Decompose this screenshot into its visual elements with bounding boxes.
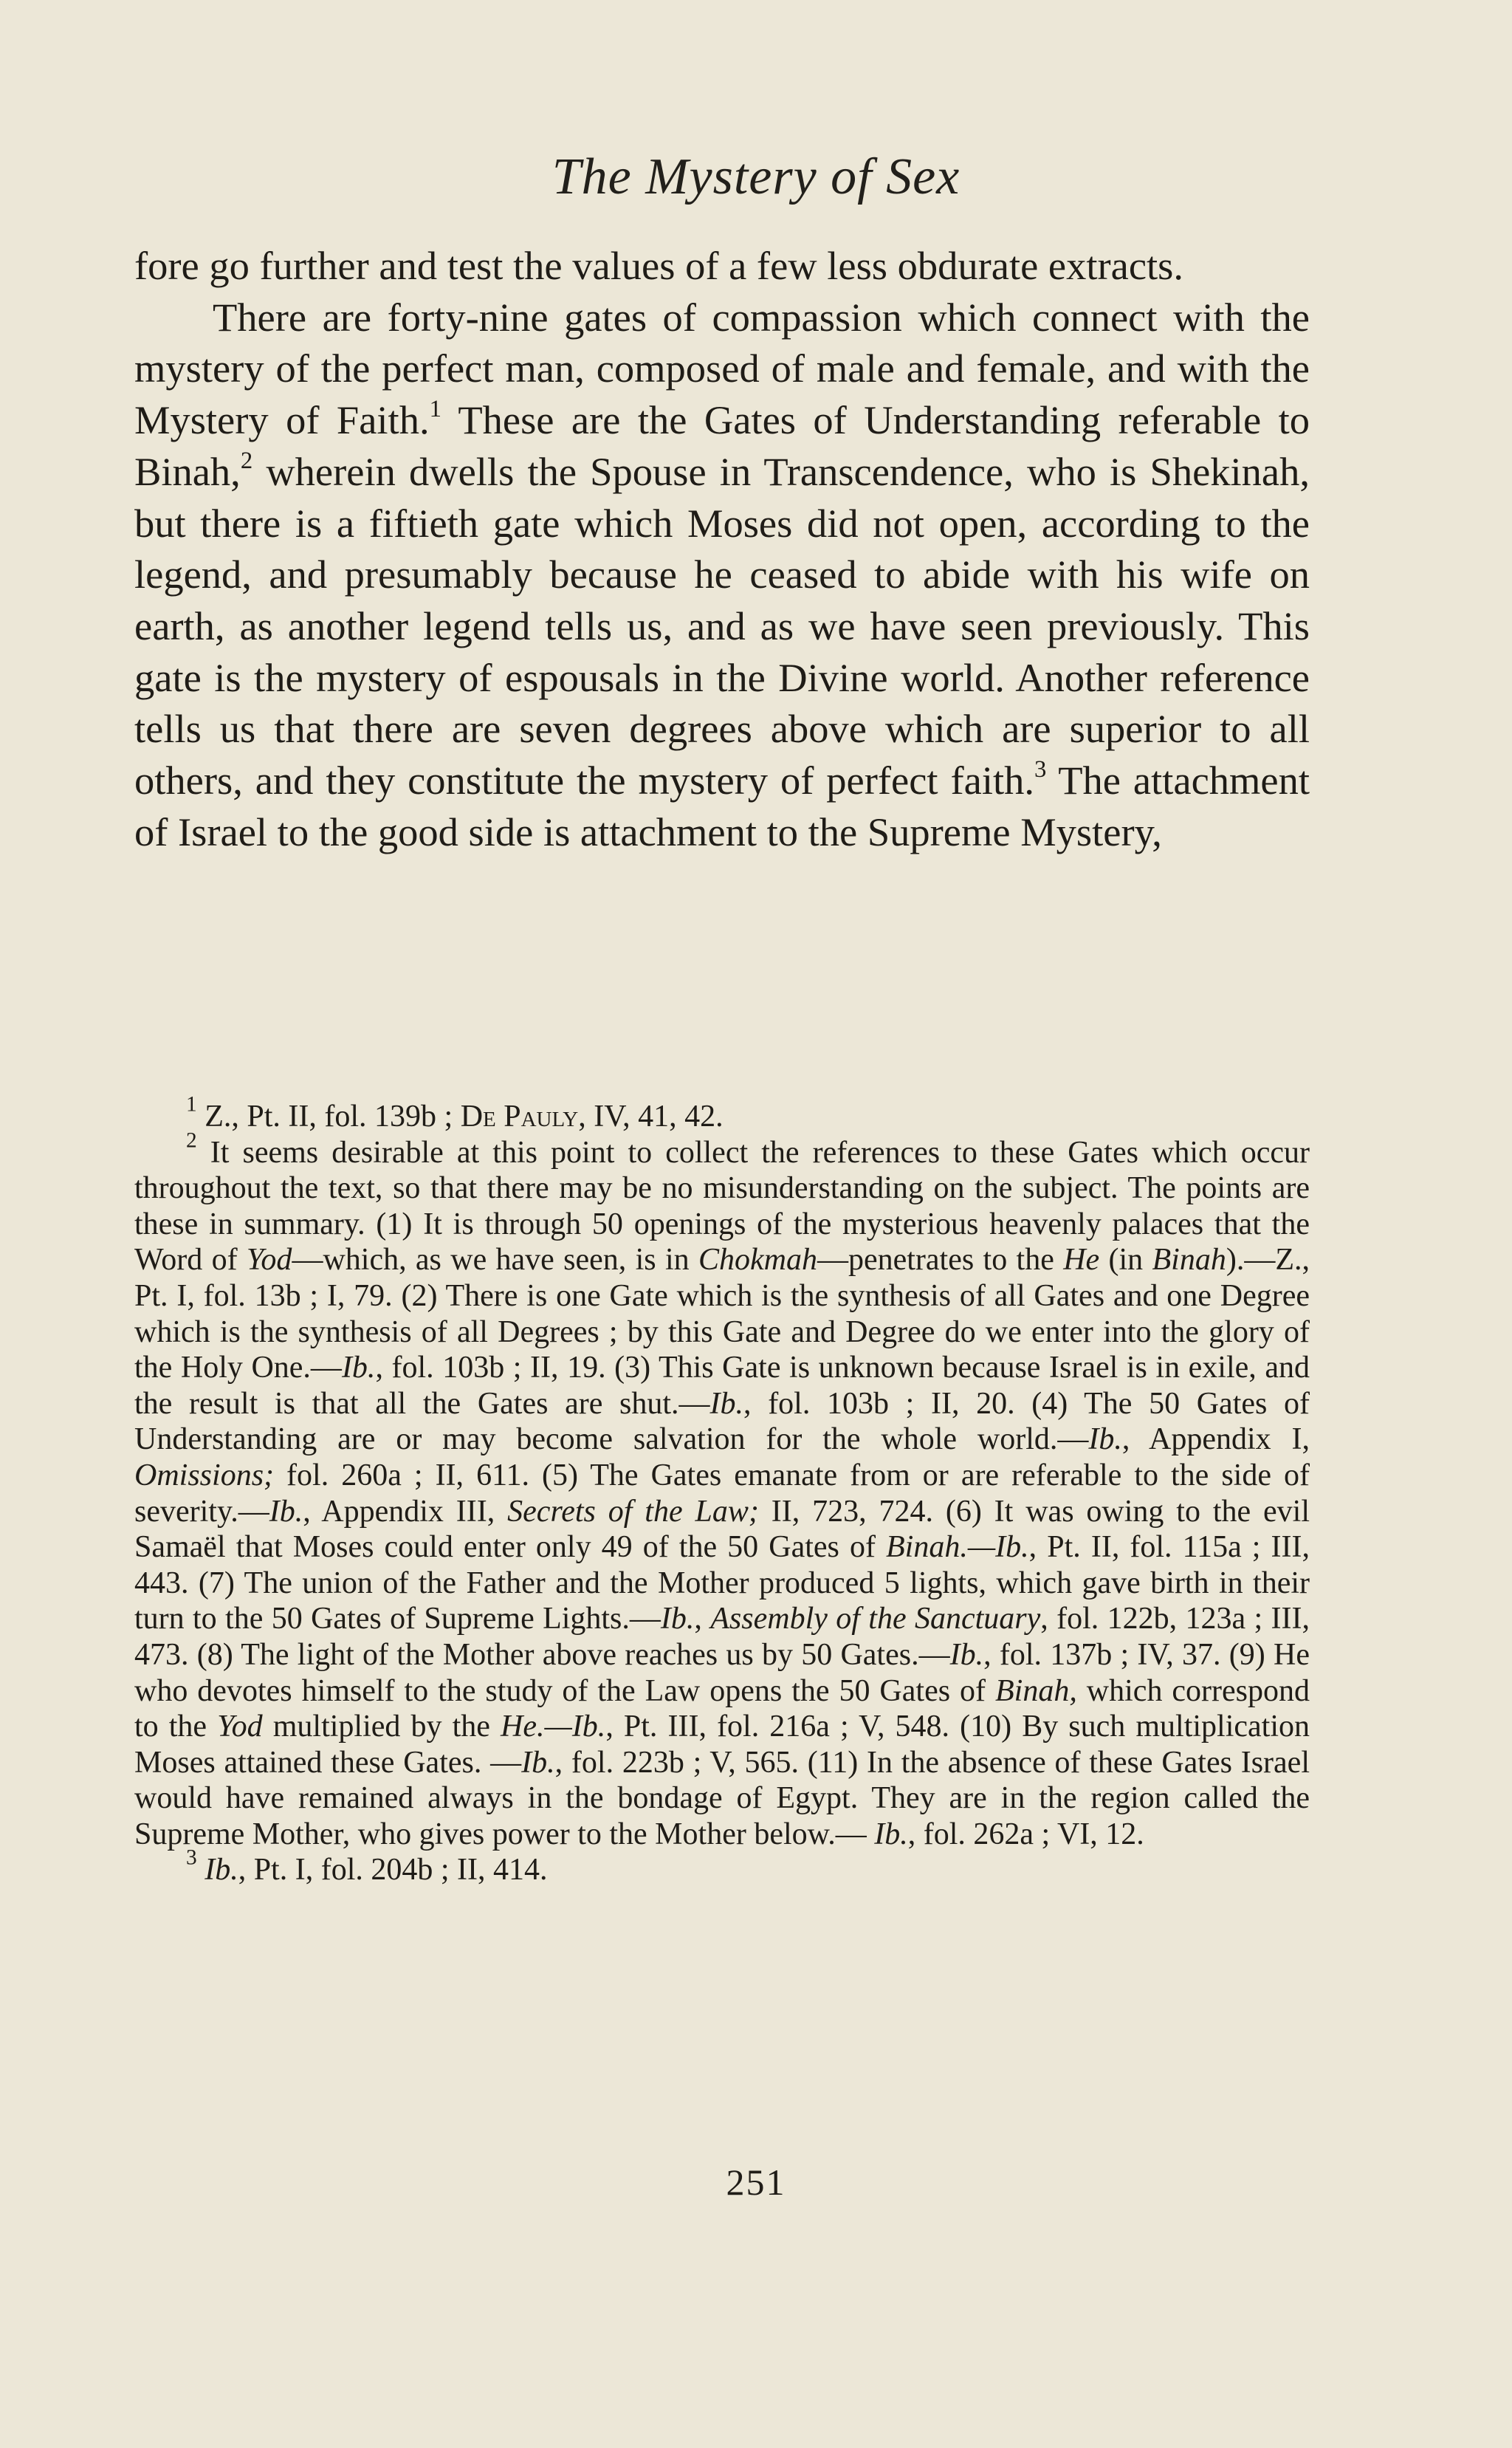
footnote-text: ).—Z., Pt. I, fol. 13b ; I, 79. (2) There is one Gate which is the synthesis of all Gates and one Degree which is the synthesis of all Degrees ; by this Gate and Degree do we enter into the glory of the Holy One.— [134,1243,1310,1385]
paragraph-text: fore go further and test the values of a few less obdurate extracts. [134,243,1183,288]
footnote-text: , Appendix III, [303,1494,508,1529]
footnote-reference: 1 [429,396,441,423]
italic-term: Binah [1152,1243,1226,1278]
footnote-marker: 2 [186,1128,197,1153]
footnote-text: which correspond to the [134,1673,1310,1744]
italic-term: Ib. [709,1386,744,1421]
footnote-marker: 3 [186,1845,197,1870]
italic-term: Ib. [1088,1422,1122,1457]
paragraph-text: These are the Gates of Understanding referable to Binah, [134,397,1310,494]
footnote-text: , IV, 41, 42. [578,1100,724,1134]
footnote-text: , Pt. I, fol. 204b ; II, 414. [238,1853,548,1888]
italic-term: Assembly of the Sanctuary [710,1602,1041,1636]
footnote-text: , fol. 122b, 123a ; III, 473. (8) The light of the Mother above reaches us by 50 Gates.— [134,1602,1310,1672]
page-number: 251 [726,2161,786,2203]
italic-term: Ib. [660,1602,695,1636]
footnote-text: Z., Pt. II, fol. 139b ; [196,1100,461,1134]
main-text [134,240,1310,857]
italic-term: Ib. [949,1637,984,1672]
italic-term: Ib. [521,1745,555,1780]
footnote-text: multiplied by the [262,1710,501,1744]
italic-term: Secrets of the Law; [507,1494,759,1529]
footnote-text: (in [1099,1243,1152,1278]
italic-term: Ib. [341,1351,376,1385]
footnote-text: , fol. 103b ; II, 19. (3) This Gate is unknown because Israel is in exile, and the result is that all the Gates are shut.— [134,1351,1310,1421]
paragraph-text: wherein dwells the Spouse in Transcendence, who is Shekinah, but there is a fiftieth gate which Moses did not open, according to the legend, and presumably because he ceased to abide with his wife on earth, as another legend tells us, and as we have seen previously. This gate is the mystery of espousals in the Divine world. Another reference tells us that there are seven degrees above which are superior to all others, and they constitute the mystery of perfect faith. [134,448,1310,803]
italic-term: He [1063,1243,1100,1278]
footnote-reference: 2 [240,447,253,474]
footnote-marker: 1 [186,1092,197,1117]
italic-term: Binah.—Ib. [886,1530,1029,1565]
footnote-3 [134,1845,1310,1888]
italic-term: Ib. [269,1494,303,1529]
footnote-text: , Appendix I, [1121,1422,1310,1457]
footnote-text: —which, as we have seen, is in [292,1243,698,1278]
italic-term: He.—Ib. [501,1710,606,1744]
paragraph-continuation [134,240,1310,292]
italic-term: Chokmah [698,1243,817,1278]
footnote-reference: 3 [1034,756,1047,784]
footnotes [134,1092,1310,1888]
footnote-text: , fol. 137b ; IV, 37. (9) He who devotes himself to the study of the Law opens the 50 Gates of [134,1637,1310,1708]
footnote-text: , fol. 103b ; II, 20. (4) The 50 Gates of Understanding are or may become salvation for the whole world.— [134,1386,1310,1457]
footnote-text: , [694,1602,711,1636]
footnote-2 [134,1128,1310,1853]
running-head: The Mystery of Sex [551,148,961,205]
italic-term: Omissions; [134,1458,275,1492]
footnote-text: It seems desirable at this point to collect the references to these Gates which occur throughout the text, so that there may be no misunderstanding on the subject. The points are these in summary. (1) It is through 50 openings of the mysterious heavenly palaces that the Word of [134,1135,1310,1278]
footnote-text: , fol. 223b ; V, 565. (11) In the absence of these Gates Israel would have remained always in the bondage of Egypt. They are in the region called the Supreme Mother, who gives power to the Mother below.— [134,1745,1310,1851]
italic-term: Ib. [205,1853,238,1888]
italic-term: Binah, [995,1673,1077,1708]
italic-term: Yod [246,1243,292,1278]
footnote-text: , Pt. III, fol. 216a ; V, 548. (10) By such multiplication Moses attained these Gates. — [134,1710,1310,1780]
italic-term: Yod [217,1710,263,1744]
footnote-text: , Pt. II, fol. 115a ; III, 443. (7) The union of the Father and the Mother produced 5 lights, which gave birth in their turn to the 50 Gates of Supreme Lights.— [134,1530,1310,1636]
paragraph-text: The attachment of Israel to the good side is attachment to the Supreme Mystery, [134,758,1310,854]
italic-term: Ib. [874,1817,908,1851]
footnote-1 [134,1092,1310,1135]
footnote-text: , fol. 262a ; VI, 12. [907,1817,1144,1851]
paragraph [134,292,1310,858]
footnote-text: —penetrates to the [817,1243,1064,1278]
footnote-text: II, 723, 724. (6) It was owing to the evil Samaël that Moses could enter only 49 of the 50 Gates of [134,1494,1310,1565]
footnote-text: fol. 260a ; II, 611. (5) The Gates emanate from or are referable to the side of severity.— [134,1458,1310,1529]
paragraph-text: There are forty-nine gates of compassion which connect with the mystery of the perfect man, composed of male and female, and with the Mystery of Faith. [134,294,1310,443]
author-name: De Pauly [460,1100,579,1134]
